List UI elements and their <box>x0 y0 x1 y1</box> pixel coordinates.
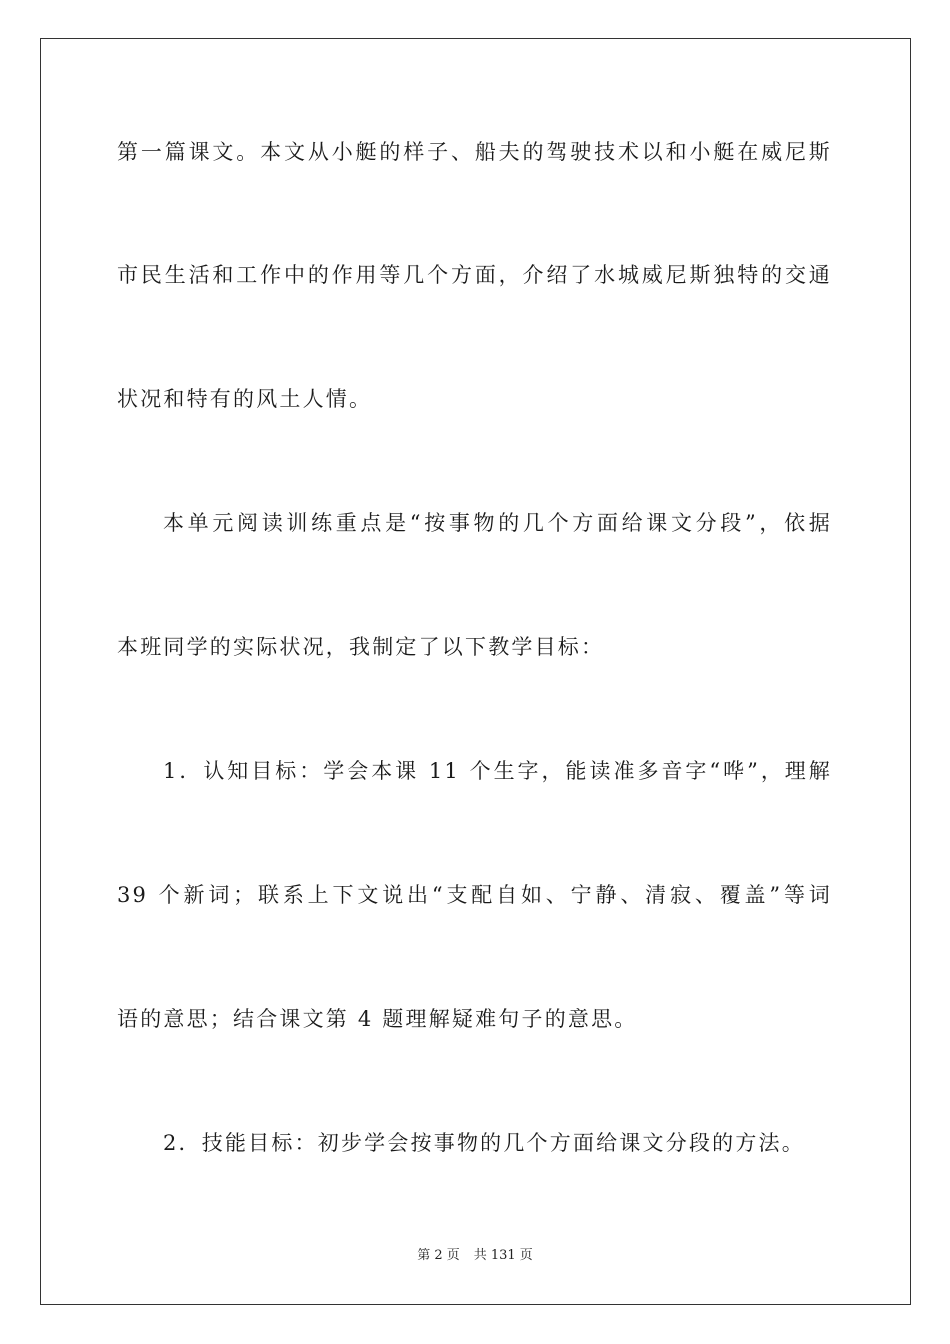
list-item-2-line-1: 2．技能目标：初步学会按事物的几个方面给课文分段的方法。 <box>163 1131 805 1155</box>
paragraph-line-3: 状况和特有的风土人情。 <box>117 387 373 411</box>
list-item-1-line-1: 1．认知目标：学会本课 11 个生字，能读准多音字“哗”，理解 <box>163 759 832 783</box>
page-total: 共 131 页 <box>473 1248 533 1263</box>
list-item-1-line-2: 39 个新词；联系上下文说出“支配自如、宁静、清寂、覆盖”等词 <box>117 883 832 907</box>
paragraph-line-1: 第一篇课文。本文从小艇的样子、船夫的驾驶技术以和小艇在威尼斯 <box>117 140 832 164</box>
page-number: 第 2 页 <box>417 1248 460 1263</box>
paragraph-line-5: 本班同学的实际状况，我制定了以下教学目标： <box>117 635 605 659</box>
paragraph-line-2: 市民生活和工作中的作用等几个方面，介绍了水城威尼斯独特的交通 <box>117 263 832 287</box>
page-border <box>40 38 911 1305</box>
list-item-1-line-3: 语的意思；结合课文第 4 题理解疑难句子的意思。 <box>117 1007 638 1031</box>
paragraph-line-4: 本单元阅读训练重点是“按事物的几个方面给课文分段”，依据 <box>163 511 832 535</box>
page-footer <box>0 1247 950 1265</box>
